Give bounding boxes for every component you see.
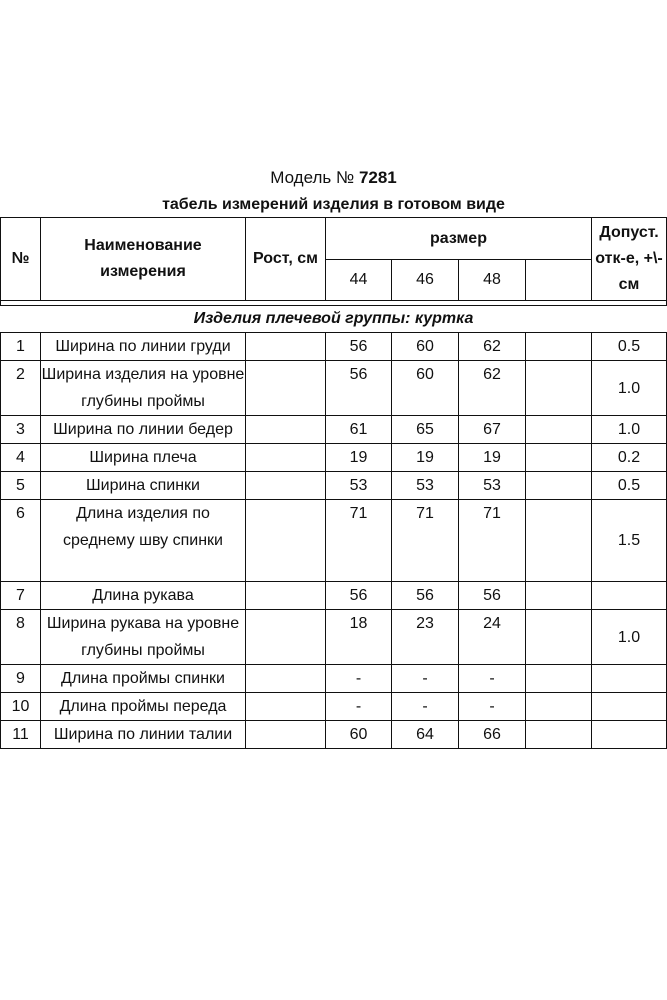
row-name: Ширина по линии груди — [41, 333, 246, 361]
row-value-empty — [526, 361, 592, 416]
row-number: 4 — [1, 444, 41, 472]
row-value-empty — [526, 416, 592, 444]
row-name: Длина рукава — [41, 582, 246, 610]
measurement-table — [0, 217, 667, 749]
row-tolerance — [592, 721, 667, 749]
row-value-44: 19 — [326, 444, 392, 472]
row-value-44: 71 — [326, 500, 392, 582]
row-value-46: 53 — [392, 472, 459, 500]
row-number: 7 — [1, 582, 41, 610]
table-row — [1, 582, 667, 610]
row-value-44: 56 — [326, 361, 392, 416]
table-row — [1, 721, 667, 749]
row-value-empty — [526, 444, 592, 472]
row-value-empty — [526, 610, 592, 665]
table-row — [1, 472, 667, 500]
size-44: 44 — [326, 260, 392, 301]
row-value-44: 56 — [326, 582, 392, 610]
row-name: Ширина изделия на уровне глубины проймы — [41, 361, 246, 416]
header-size: размер — [326, 218, 592, 260]
row-number: 10 — [1, 693, 41, 721]
row-value-empty — [526, 721, 592, 749]
row-value-44: 53 — [326, 472, 392, 500]
size-empty — [526, 260, 592, 301]
row-height — [246, 500, 326, 582]
model-prefix: Модель № — [270, 168, 355, 187]
row-height — [246, 582, 326, 610]
section-title: Изделия плечевой группы: куртка — [1, 306, 667, 333]
row-value-48: 66 — [459, 721, 526, 749]
row-tolerance: 1.0 — [592, 361, 667, 416]
row-height — [246, 721, 326, 749]
row-value-46: 64 — [392, 721, 459, 749]
header-no: № — [1, 218, 41, 301]
row-value-44: 56 — [326, 333, 392, 361]
row-value-44: 18 — [326, 610, 392, 665]
row-name: Ширина по линии бедер — [41, 416, 246, 444]
table-row — [1, 416, 667, 444]
size-46: 46 — [392, 260, 459, 301]
row-number: 6 — [1, 500, 41, 582]
row-value-44: 61 — [326, 416, 392, 444]
size-48: 48 — [459, 260, 526, 301]
header-name: Наименование измерения — [41, 218, 246, 301]
table-row — [1, 361, 667, 416]
row-value-44: - — [326, 665, 392, 693]
row-tolerance: 0.5 — [592, 333, 667, 361]
row-value-48: 53 — [459, 472, 526, 500]
row-value-46: 65 — [392, 416, 459, 444]
row-height — [246, 610, 326, 665]
row-value-48: - — [459, 665, 526, 693]
row-value-46: 60 — [392, 361, 459, 416]
row-value-44: - — [326, 693, 392, 721]
row-value-46: - — [392, 665, 459, 693]
row-height — [246, 361, 326, 416]
row-value-empty — [526, 333, 592, 361]
row-number: 11 — [1, 721, 41, 749]
row-tolerance — [592, 693, 667, 721]
row-value-48: 56 — [459, 582, 526, 610]
row-value-empty — [526, 472, 592, 500]
row-height — [246, 444, 326, 472]
header-tolerance: Допуст. отк-е, +\-см — [592, 218, 667, 301]
table-row — [1, 610, 667, 665]
table-row — [1, 665, 667, 693]
row-value-48: - — [459, 693, 526, 721]
row-tolerance — [592, 665, 667, 693]
row-name: Ширина плеча — [41, 444, 246, 472]
row-name: Ширина по линии талии — [41, 721, 246, 749]
row-value-48: 62 — [459, 333, 526, 361]
row-height — [246, 333, 326, 361]
row-number: 2 — [1, 361, 41, 416]
row-value-46: 56 — [392, 582, 459, 610]
row-value-46: 60 — [392, 333, 459, 361]
table-row — [1, 693, 667, 721]
row-value-empty — [526, 582, 592, 610]
row-value-empty — [526, 665, 592, 693]
table-row — [1, 444, 667, 472]
row-value-empty — [526, 693, 592, 721]
row-value-48: 24 — [459, 610, 526, 665]
model-number: 7281 — [358, 168, 397, 187]
row-tolerance: 0.2 — [592, 444, 667, 472]
row-number: 5 — [1, 472, 41, 500]
row-name: Ширина спинки — [41, 472, 246, 500]
header-height: Рост, см — [246, 218, 326, 301]
table-subtitle: табель измерений изделия в готовом виде — [162, 196, 505, 213]
row-name: Длина изделия по среднему шву спинки — [41, 500, 246, 582]
row-value-46: - — [392, 693, 459, 721]
row-tolerance: 0.5 — [592, 472, 667, 500]
row-value-48: 62 — [459, 361, 526, 416]
row-number: 3 — [1, 416, 41, 444]
row-height — [246, 472, 326, 500]
row-tolerance — [592, 582, 667, 610]
row-name: Длина проймы спинки — [41, 665, 246, 693]
table-row — [1, 333, 667, 361]
row-tolerance: 1.5 — [592, 500, 667, 582]
row-value-48: 19 — [459, 444, 526, 472]
row-name: Длина проймы переда — [41, 693, 246, 721]
row-number: 1 — [1, 333, 41, 361]
model-title — [0, 168, 667, 188]
row-height — [246, 665, 326, 693]
table-row — [1, 500, 667, 582]
row-value-48: 71 — [459, 500, 526, 582]
row-number: 8 — [1, 610, 41, 665]
row-tolerance: 1.0 — [592, 610, 667, 665]
row-value-44: 60 — [326, 721, 392, 749]
row-number: 9 — [1, 665, 41, 693]
row-value-46: 71 — [392, 500, 459, 582]
row-value-46: 23 — [392, 610, 459, 665]
row-height — [246, 416, 326, 444]
row-height — [246, 693, 326, 721]
row-value-empty — [526, 500, 592, 582]
row-name: Ширина рукава на уровне глубины проймы — [41, 610, 246, 665]
row-value-46: 19 — [392, 444, 459, 472]
row-value-48: 67 — [459, 416, 526, 444]
row-tolerance: 1.0 — [592, 416, 667, 444]
